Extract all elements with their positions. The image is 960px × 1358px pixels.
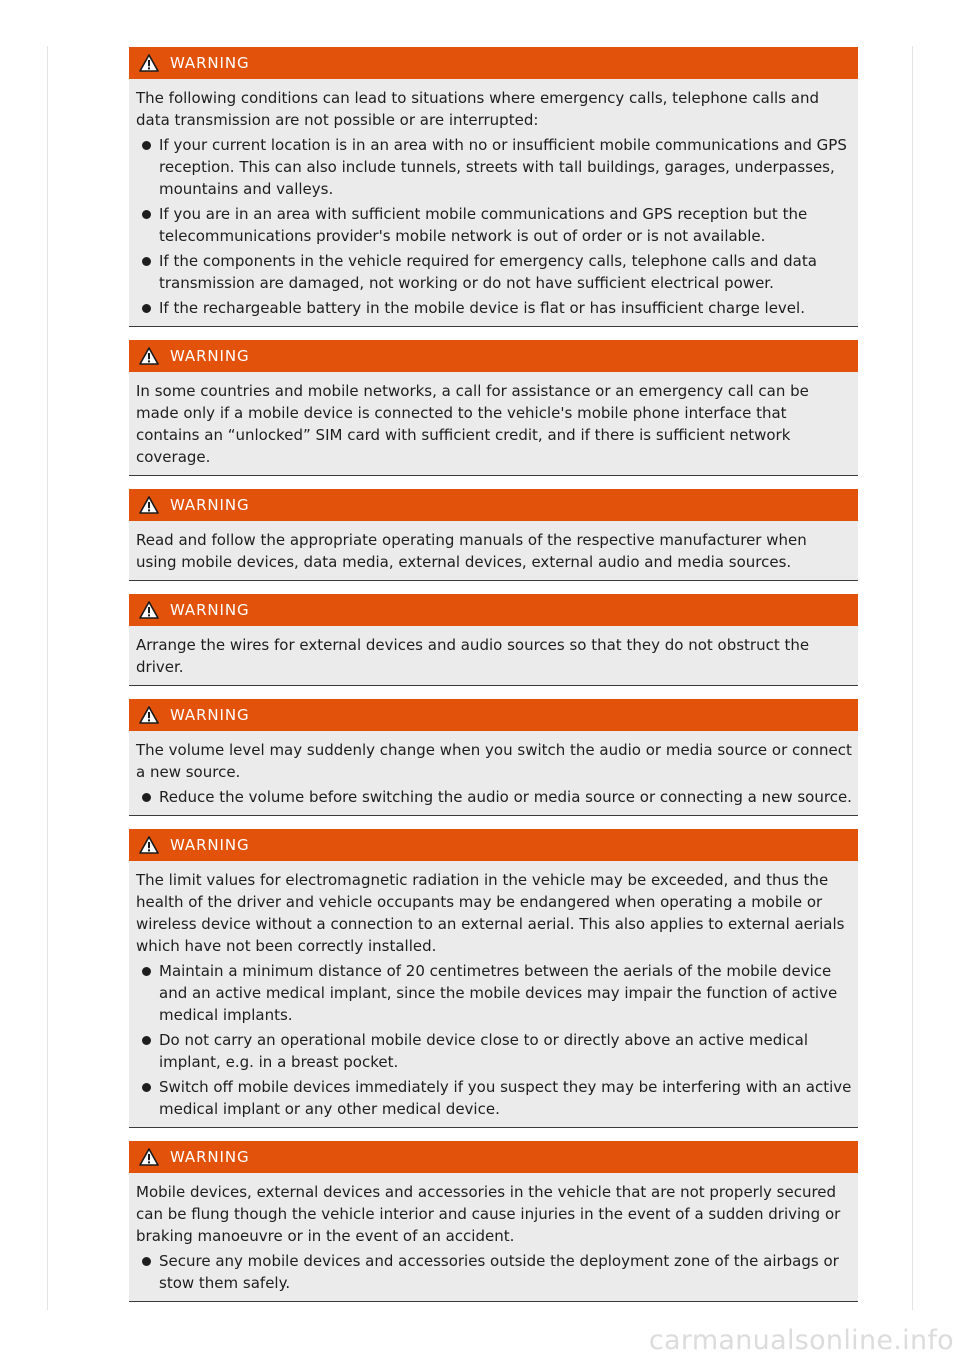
- bullet-item: Switch off mobile devices immediately if you suspect they may be interfering with an active medical implant or any other medical device.: [159, 1078, 852, 1118]
- bullet-list: [136, 960, 852, 1120]
- warning-header: [129, 489, 858, 521]
- warning-title: WARNING: [170, 601, 250, 619]
- warning-header: [129, 594, 858, 626]
- warning-title: WARNING: [170, 496, 250, 514]
- warning-body: [129, 1173, 858, 1302]
- warning-box: [129, 829, 858, 1128]
- warning-body: [129, 626, 858, 686]
- warning-paragraph: The following conditions can lead to situations where emergency calls, telephone calls and data transmission are not possible or are interrupted:: [136, 89, 819, 129]
- warning-box: [129, 699, 858, 816]
- watermark: carmanualsonline.info: [648, 1325, 954, 1356]
- warning-title: WARNING: [170, 1148, 250, 1166]
- warning-triangle-icon: [139, 496, 159, 514]
- page-margin-rule-left: [47, 46, 48, 1310]
- warning-title: WARNING: [170, 54, 250, 72]
- bullet-item: Secure any mobile devices and accessories outside the deployment zone of the airbags or stow them safely.: [159, 1250, 852, 1294]
- bullet-item: Maintain a minimum distance of 20 centimetres between the aerials of the mobile device and an active medical implant, since the mobile devices may impair the function of active medical implants.: [159, 960, 852, 1026]
- warning-body: [129, 731, 858, 816]
- warning-paragraph: The volume level may suddenly change when you switch the audio or media source or connect a new source.: [136, 741, 852, 781]
- warning-body: [129, 79, 858, 327]
- warning-paragraph: Read and follow the appropriate operating manuals of the respective manufacturer when using mobile devices, data media, external devices, external audio and media sources.: [136, 531, 807, 571]
- warning-body: [129, 861, 858, 1128]
- bullet-item: Do not carry an operational mobile device close to or directly above an active medical implant, e.g. in a breast pocket.: [159, 1029, 852, 1073]
- warning-header: [129, 699, 858, 731]
- warning-box: [129, 340, 858, 476]
- bullet-item: If the components in the vehicle required for emergency calls, telephone calls and data transmission are damaged, not working or do not have sufficient electrical power.: [159, 250, 852, 294]
- warning-box: [129, 1141, 858, 1302]
- bullet-item: If the rechargeable battery in the mobile device is flat or has insufficient charge level.: [159, 297, 852, 319]
- warnings-column: [129, 47, 858, 1315]
- warning-header: [129, 47, 858, 79]
- warning-triangle-icon: [139, 347, 159, 365]
- warning-triangle-icon: [139, 836, 159, 854]
- warning-body: [129, 372, 858, 476]
- warning-paragraph: The limit values for electromagnetic radiation in the vehicle may be exceeded, and thus the health of the driver and vehicle occupants may be endangered when operating a mobile or wireless device without a connection to an external aerial. This also applies to external aerials which have not been correctly installed.: [136, 871, 845, 955]
- bullet-item: Reduce the volume before switching the audio or media source or connecting a new source.: [159, 788, 852, 806]
- warning-title: WARNING: [170, 347, 250, 365]
- warning-header: [129, 340, 858, 372]
- page-margin-rule-right: [912, 46, 913, 1310]
- bullet-list: [136, 1250, 852, 1294]
- warning-box: [129, 489, 858, 581]
- bullet-item: If your current location is in an area with no or insufficient mobile communications and GPS reception. This can also include tunnels, streets with tall buildings, garages, underpasses, mountains and valleys.: [159, 134, 852, 200]
- warning-header: [129, 1141, 858, 1173]
- warning-triangle-icon: [139, 706, 159, 724]
- warning-box: [129, 594, 858, 686]
- warning-paragraph: Mobile devices, external devices and accessories in the vehicle that are not properly secured can be flung though the vehicle interior and cause injuries in the event of a sudden driving or braking manoeuvre or in the event of an accident.: [136, 1183, 841, 1245]
- warning-box: [129, 47, 858, 327]
- bullet-list: [136, 134, 852, 319]
- warning-paragraph: Arrange the wires for external devices and audio sources so that they do not obstruct the driver.: [136, 636, 810, 676]
- bullet-item: If you are in an area with sufficient mobile communications and GPS reception but the telecommunications provider's mobile network is out of order or is not available.: [159, 203, 852, 247]
- warning-triangle-icon: [139, 1148, 159, 1166]
- warning-body: [129, 521, 858, 581]
- bullet-list: [136, 786, 852, 808]
- warning-triangle-icon: [139, 601, 159, 619]
- warning-header: [129, 829, 858, 861]
- warning-title: WARNING: [170, 706, 250, 724]
- warning-title: WARNING: [170, 836, 250, 854]
- warning-paragraph: In some countries and mobile networks, a call for assistance or an emergency call can be made only if a mobile device is connected to the vehicle's mobile phone interface that contains an “unlocked” SIM card with sufficient credit, and if there is sufficient network coverage.: [136, 382, 809, 466]
- warning-triangle-icon: [139, 54, 159, 72]
